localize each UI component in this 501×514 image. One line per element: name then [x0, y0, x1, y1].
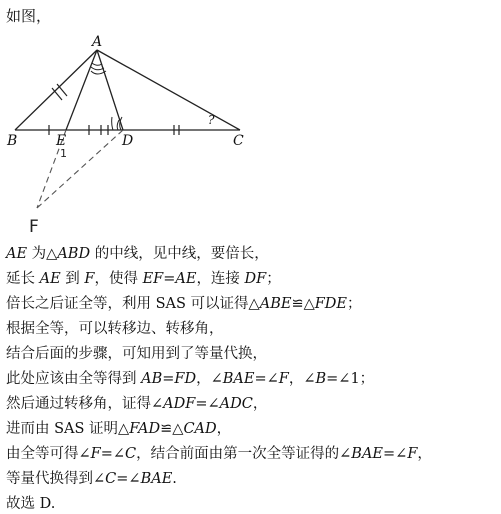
math-term: EF	[142, 271, 164, 287]
text-line	[6, 369, 374, 389]
text-line	[6, 444, 432, 464]
intro-text: 如图，	[6, 7, 52, 25]
text-line	[6, 419, 231, 439]
text-segment: 等量代换得到∠	[6, 471, 106, 487]
text-line	[6, 494, 55, 514]
math-term: AB	[141, 371, 163, 387]
label-e: E	[56, 133, 67, 149]
text-segment: ，∠	[196, 371, 223, 387]
text-segment: 延长	[6, 271, 40, 287]
math-term: FD	[174, 371, 197, 387]
math-term: AE	[39, 271, 61, 287]
text-segment: =∠	[116, 471, 141, 487]
text-segment: ≌△	[160, 421, 184, 437]
label-d: D	[122, 133, 134, 149]
math-term: CAD	[183, 421, 217, 437]
math-term: B	[315, 371, 327, 387]
text-segment: ，	[252, 396, 268, 412]
text-line	[6, 269, 281, 289]
segment-ae	[66, 50, 97, 130]
text-segment: =∠	[383, 446, 408, 462]
text-segment: 到	[60, 271, 85, 287]
text-segment: ，结合前面由第一次全等证得的∠	[136, 446, 352, 462]
angle-marks	[91, 63, 122, 130]
geometry-figure	[0, 0, 501, 250]
text-segment: =	[162, 371, 175, 387]
math-term: ABD	[57, 246, 91, 262]
text-segment: ，	[216, 421, 232, 437]
math-term: C	[105, 471, 117, 487]
tick-marks	[49, 84, 179, 135]
math-term: F	[407, 446, 418, 462]
text-segment: 进而由 SAS 证明△	[6, 421, 130, 437]
label-f: F	[29, 217, 39, 237]
text-segment: ，使得	[94, 271, 143, 287]
text-segment: 为△	[27, 246, 58, 262]
text-segment: =∠	[195, 396, 220, 412]
text-line	[6, 394, 267, 414]
text-line	[6, 319, 224, 339]
math-term: AE	[175, 271, 197, 287]
segment-ab	[15, 50, 97, 130]
label-c: C	[233, 133, 244, 149]
math-term: F	[278, 371, 289, 387]
text-line	[6, 244, 269, 264]
label-q: ?	[208, 113, 215, 127]
text-segment: ，∠	[288, 371, 316, 387]
text-segment: 然后通过转移角，证得∠	[6, 396, 164, 412]
label-a: A	[92, 34, 103, 50]
text-segment: ；	[347, 296, 362, 312]
math-term: C	[125, 446, 137, 462]
text-segment: =∠1；	[326, 371, 375, 387]
math-term: ADC	[219, 396, 253, 412]
math-term: F	[84, 271, 95, 287]
text-segment: 结合后面的步骤，可知用到了等量代换，	[6, 346, 267, 362]
math-term: BAE	[351, 446, 384, 462]
label-b: B	[7, 133, 18, 149]
text-segment: 的中线，见中线，要倍长，	[90, 246, 269, 262]
math-term: ABE	[259, 296, 292, 312]
math-term: BAE	[222, 371, 255, 387]
text-line	[6, 344, 267, 364]
segment-df-dashed	[37, 130, 123, 208]
math-term: FAD	[129, 421, 161, 437]
math-term: DF	[244, 271, 267, 287]
label-1: 1	[60, 147, 67, 160]
text-segment: ，	[417, 446, 432, 462]
text-segment: =∠	[254, 371, 279, 387]
text-segment: =∠	[100, 446, 126, 462]
text-segment: .	[172, 471, 177, 487]
text-segment: 倍长之后证全等，利用 SAS 可以证得△	[6, 296, 260, 312]
text-line	[6, 469, 177, 489]
text-segment: 根据全等，可以转移边、转移角，	[6, 321, 224, 337]
math-term: ADF	[163, 396, 196, 412]
text-segment: ，连接	[196, 271, 245, 287]
math-term: FDE	[314, 296, 348, 312]
math-term: BAE	[140, 471, 173, 487]
text-segment: 故选 D.	[6, 496, 56, 512]
text-segment: ；	[266, 271, 281, 287]
math-term: AE	[6, 246, 28, 262]
text-segment: =	[163, 271, 176, 287]
math-term: F	[90, 446, 101, 462]
text-segment: ≌△	[291, 296, 315, 312]
text-line	[6, 294, 362, 314]
text-segment: 由全等可得∠	[6, 446, 91, 462]
text-segment: 此处应该由全等得到	[6, 371, 142, 387]
